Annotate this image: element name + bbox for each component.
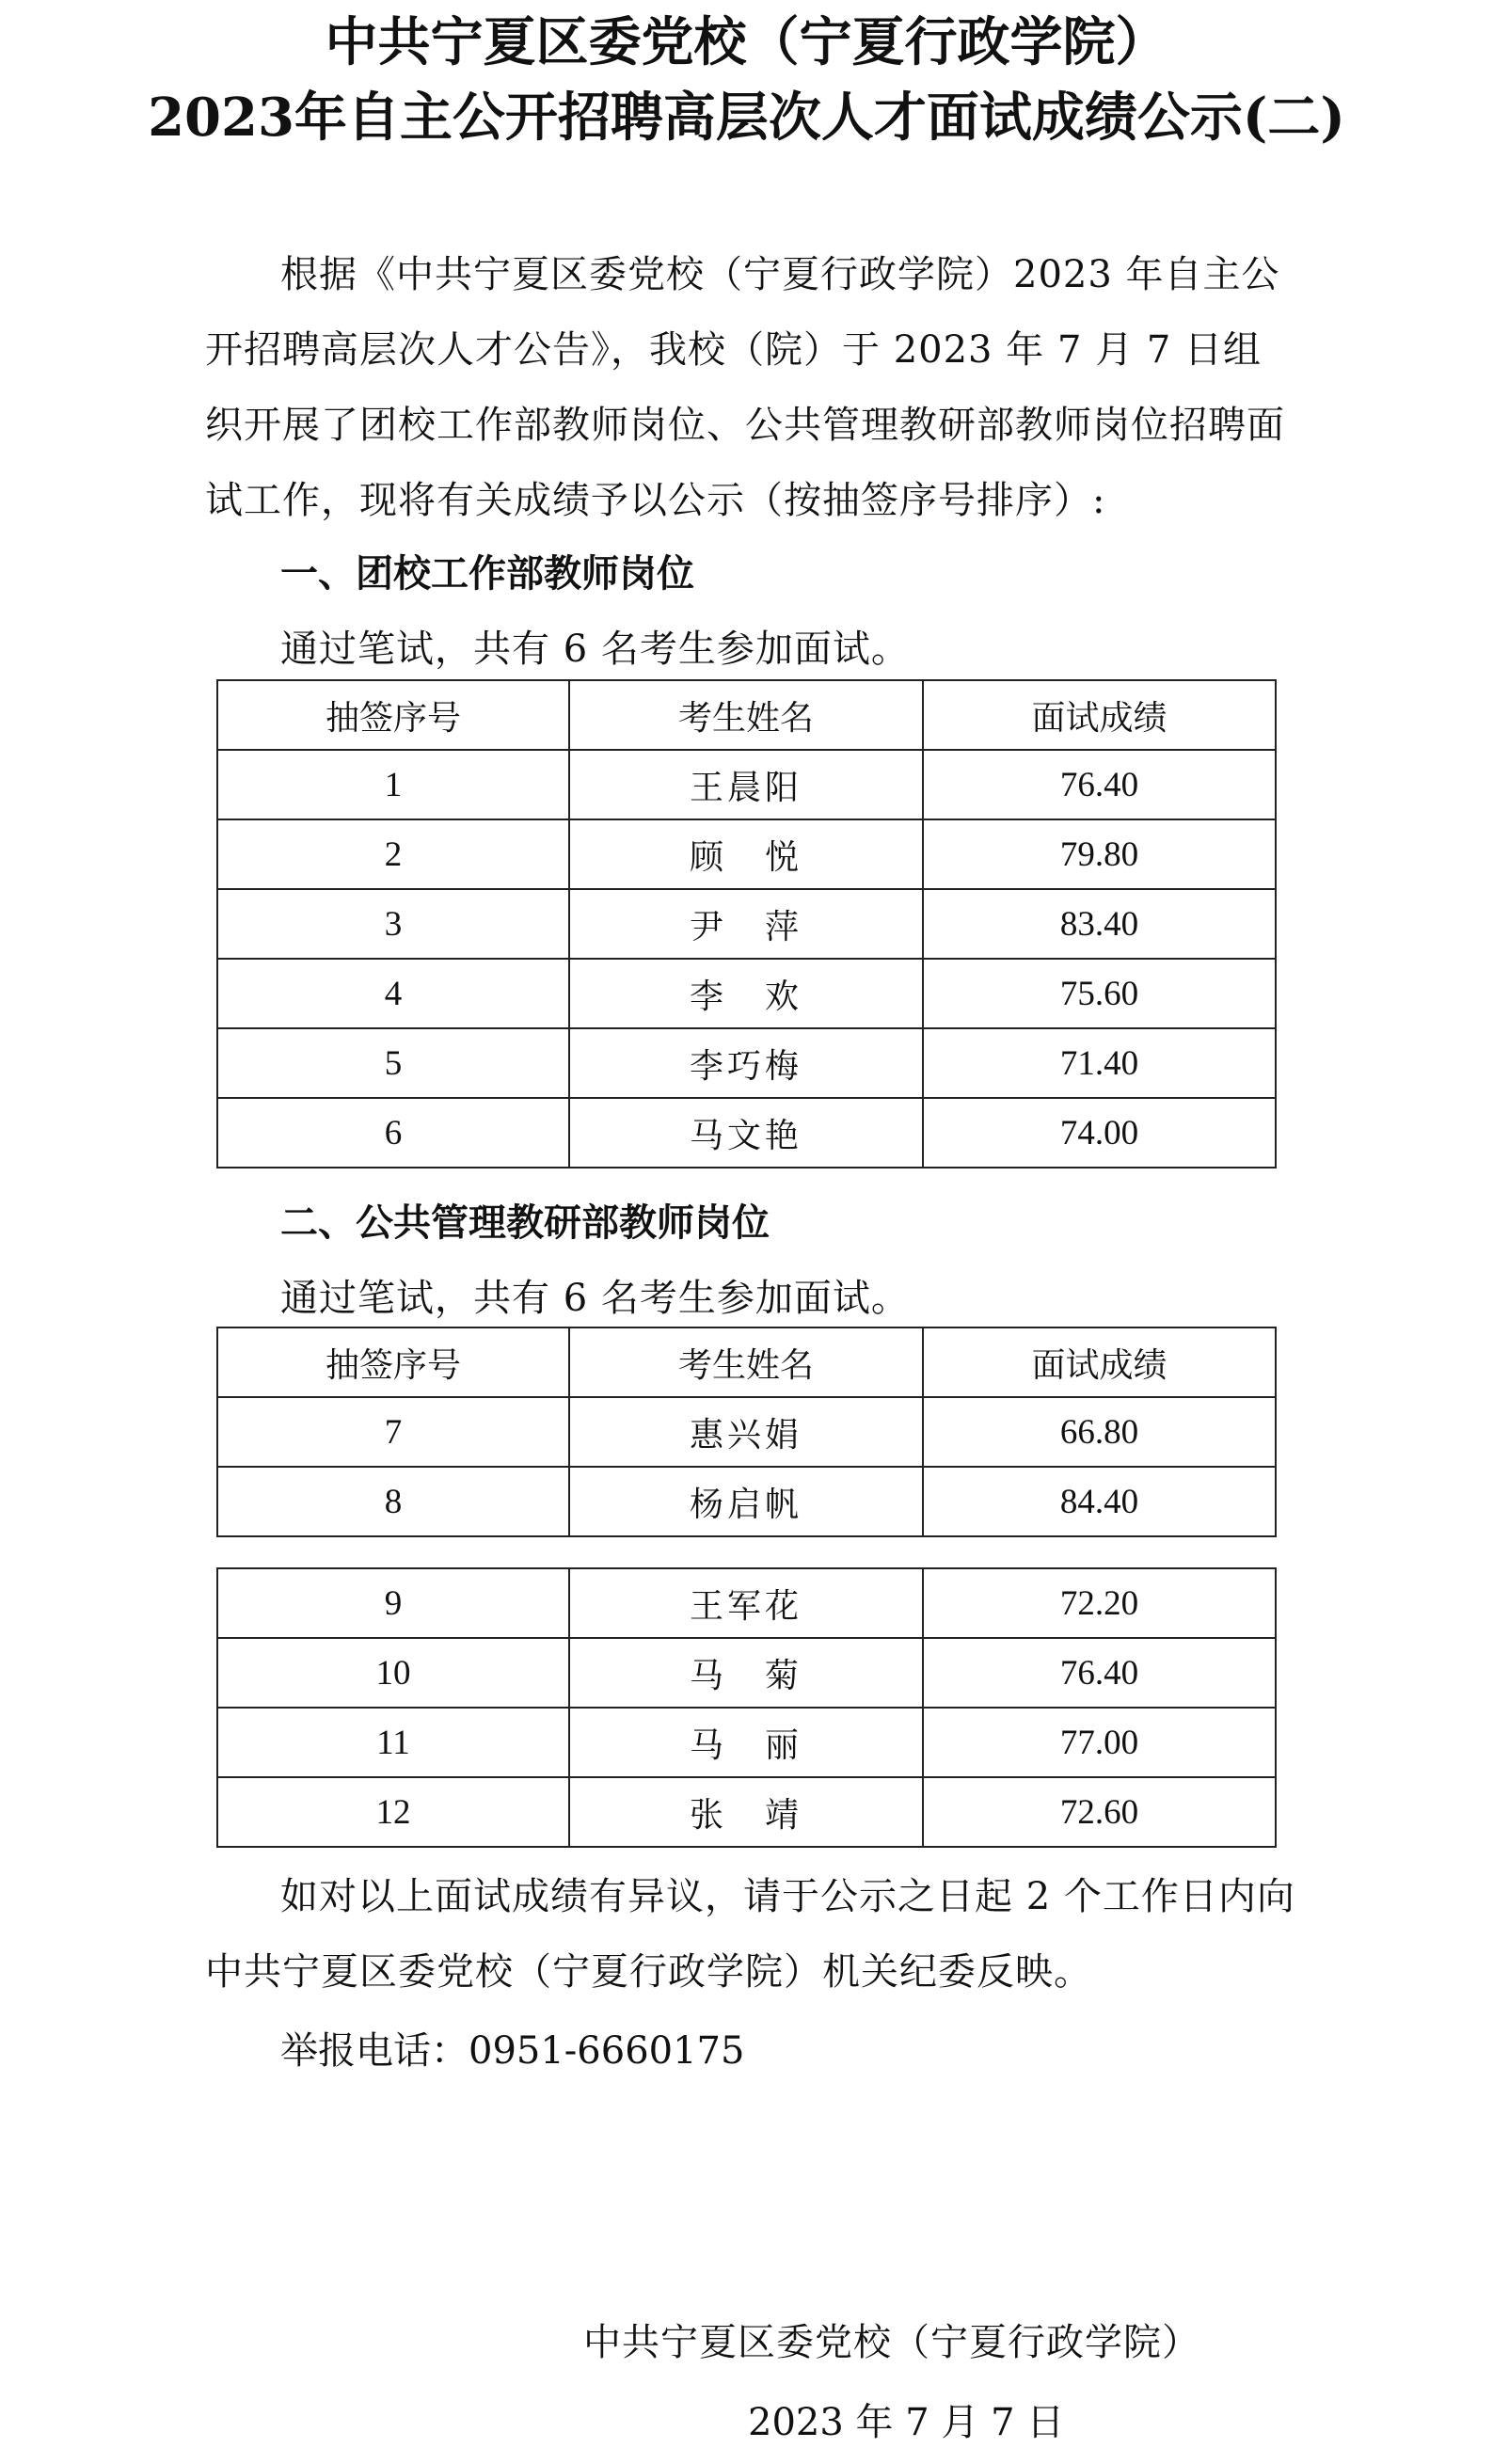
- draw-number: 9: [217, 1568, 569, 1638]
- table-row: [217, 889, 1276, 959]
- draw-number: 10: [217, 1638, 569, 1708]
- table-row: [217, 1467, 1276, 1536]
- candidate-name: 马文艳: [569, 1098, 923, 1168]
- interview-score: 77.00: [923, 1708, 1276, 1777]
- table-row: [217, 1568, 1276, 1638]
- section-2-heading: 二、公共管理教研部教师岗位: [280, 1201, 770, 1245]
- candidate-name: 杨启帆: [569, 1467, 923, 1536]
- results-table-2-continued: [216, 1567, 1277, 1848]
- interview-score: 76.40: [923, 1638, 1276, 1708]
- section-1-summary: 通过笔试，共有 6 名考生参加面试。: [280, 628, 910, 671]
- draw-number: 4: [217, 959, 569, 1028]
- interview-score: 84.40: [923, 1467, 1276, 1536]
- candidate-name: 马 丽: [569, 1708, 923, 1777]
- draw-number: 1: [217, 750, 569, 819]
- interview-score: 66.80: [923, 1397, 1276, 1467]
- draw-number: 2: [217, 819, 569, 889]
- table-row: [217, 1777, 1276, 1847]
- table-header-row: [217, 680, 1276, 750]
- draw-number: 11: [217, 1708, 569, 1777]
- table-row: [217, 750, 1276, 819]
- document-title-line-1: 中共宁夏区委党校（宁夏行政学院）: [325, 11, 1168, 73]
- intro-text: 根据《中共宁夏区委党校（宁夏行政学院）2023 年自主公开招聘高层次人才公告》，我校（院）于 2023 年 7 月 7 日组织开展了团校工作部教师岗位、公共管理教研部教师岗位招聘面试工作，现将有关成绩予以公示（按抽签序号排序）:: [205, 253, 1285, 522]
- interview-score: 76.40: [923, 750, 1276, 819]
- table-row: [217, 1397, 1276, 1467]
- header-draw-number: 抽签序号: [217, 680, 569, 750]
- candidate-name: 王晨阳: [569, 750, 923, 819]
- interview-score: 71.40: [923, 1028, 1276, 1098]
- draw-number: 6: [217, 1098, 569, 1168]
- candidate-name: 李 欢: [569, 959, 923, 1028]
- table-row: [217, 1098, 1276, 1168]
- header-candidate-name: 考生姓名: [569, 680, 923, 750]
- signature-date: 2023 年 7 月 7 日: [748, 2401, 1065, 2444]
- candidate-name: 张 靖: [569, 1777, 923, 1847]
- objection-paragraph: [205, 1859, 1296, 2010]
- interview-score: 79.80: [923, 819, 1276, 889]
- draw-number: 7: [217, 1397, 569, 1467]
- intro-paragraph: [205, 237, 1296, 538]
- draw-number: 12: [217, 1777, 569, 1847]
- header-interview-score: 面试成绩: [923, 1327, 1276, 1397]
- interview-score: 83.40: [923, 889, 1276, 959]
- results-table-2: [216, 1327, 1277, 1537]
- candidate-name: 尹 萍: [569, 889, 923, 959]
- interview-score: 72.60: [923, 1777, 1276, 1847]
- header-candidate-name: 考生姓名: [569, 1327, 923, 1397]
- header-draw-number: 抽签序号: [217, 1327, 569, 1397]
- section-2-summary: 通过笔试，共有 6 名考生参加面试。: [280, 1277, 910, 1320]
- results-table-1: [216, 679, 1277, 1168]
- table-header-row: [217, 1327, 1276, 1397]
- table-row: [217, 959, 1276, 1028]
- section-1-heading: 一、团校工作部教师岗位: [280, 552, 694, 596]
- table-row: [217, 819, 1276, 889]
- draw-number: 5: [217, 1028, 569, 1098]
- draw-number: 3: [217, 889, 569, 959]
- document-title-line-2: 2023年自主公开招聘高层次人才面试成绩公示(二): [148, 87, 1345, 149]
- interview-score: 74.00: [923, 1098, 1276, 1168]
- interview-score: 72.20: [923, 1568, 1276, 1638]
- table-row: [217, 1028, 1276, 1098]
- contact-phone: 举报电话：0951-6660175: [280, 2029, 745, 2073]
- signature-organization: 中共宁夏区委党校（宁夏行政学院）: [583, 2321, 1200, 2364]
- interview-score: 75.60: [923, 959, 1276, 1028]
- candidate-name: 顾 悦: [569, 819, 923, 889]
- draw-number: 8: [217, 1467, 569, 1536]
- objection-text: 如对以上面试成绩有异议，请于公示之日起 2 个工作日内向中共宁夏区委党校（宁夏行政学院）机关纪委反映。: [205, 1875, 1295, 1994]
- table-row: [217, 1708, 1276, 1777]
- table-row: [217, 1638, 1276, 1708]
- candidate-name: 马 菊: [569, 1638, 923, 1708]
- header-interview-score: 面试成绩: [923, 680, 1276, 750]
- candidate-name: 王军花: [569, 1568, 923, 1638]
- candidate-name: 惠兴娟: [569, 1397, 923, 1467]
- candidate-name: 李巧梅: [569, 1028, 923, 1098]
